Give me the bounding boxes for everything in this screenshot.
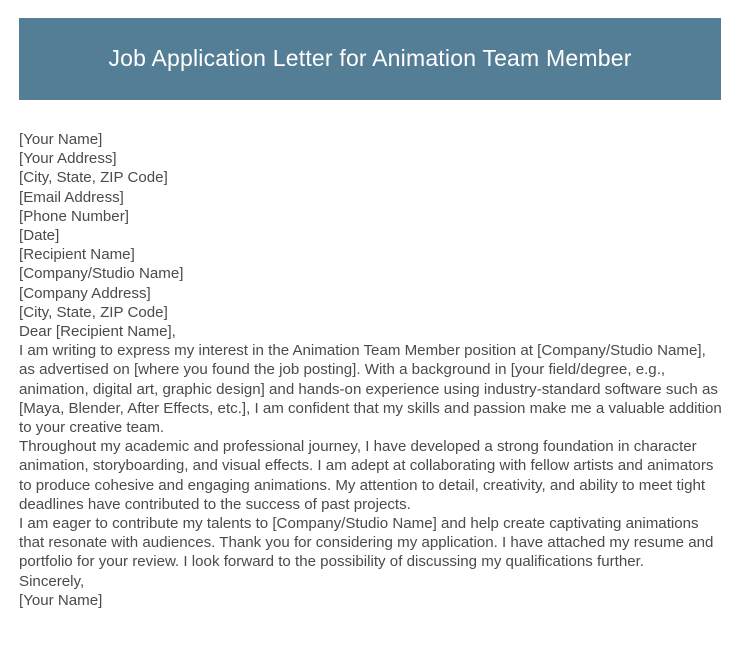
body-paragraph-3: I am eager to contribute my talents to [Company/Studio Name] and help create captivating animations that resonate with audiences. Thank you for considering my application. I have attached my resume and portfolio for your review. I look forward to the possibility of discussing my qualifications further. xyxy=(19,515,714,571)
letter-body xyxy=(19,130,723,610)
recipient-company: [Company/Studio Name] xyxy=(19,265,184,283)
letter-date: [Date] xyxy=(19,227,60,245)
document-header-banner xyxy=(19,18,721,100)
recipient-address: [Company Address] xyxy=(19,284,151,302)
signature-name: [Your Name] xyxy=(19,591,103,609)
page-title: Job Application Letter for Animation Team Member xyxy=(108,45,632,72)
body-paragraph-1: I am writing to express my interest in the Animation Team Member position at [Company/Studio Name], as advertised on [where you found the job posting]. With a background in [your field/degree, e.g., animation, digital art, graphic design] and hands-on experience using industry-standard software such as [Maya, Blender, After Effects, etc.], I am confident that my skills and passion make me a valuable addition to your creative team. xyxy=(19,342,722,437)
sender-address: [Your Address] xyxy=(19,150,117,168)
sender-phone: [Phone Number] xyxy=(19,207,129,225)
recipient-name: [Recipient Name] xyxy=(19,246,135,264)
body-paragraph-2: Throughout my academic and professional journey, I have developed a strong foundation in character animation, storyboarding, and visual effects. I am adept at collaborating with fellow artists and animators to produce cohesive and engaging animations. My attention to detail, creativity, and ability to meet tight deadlines have contributed to the success of past projects. xyxy=(19,438,714,513)
recipient-city-state-zip: [City, State, ZIP Code] xyxy=(19,303,168,321)
closing: Sincerely, xyxy=(19,572,85,590)
sender-email: [Email Address] xyxy=(19,188,124,206)
sender-city-state-zip: [City, State, ZIP Code] xyxy=(19,169,168,187)
sender-name: [Your Name] xyxy=(19,131,103,148)
salutation: Dear [Recipient Name], xyxy=(19,323,176,341)
